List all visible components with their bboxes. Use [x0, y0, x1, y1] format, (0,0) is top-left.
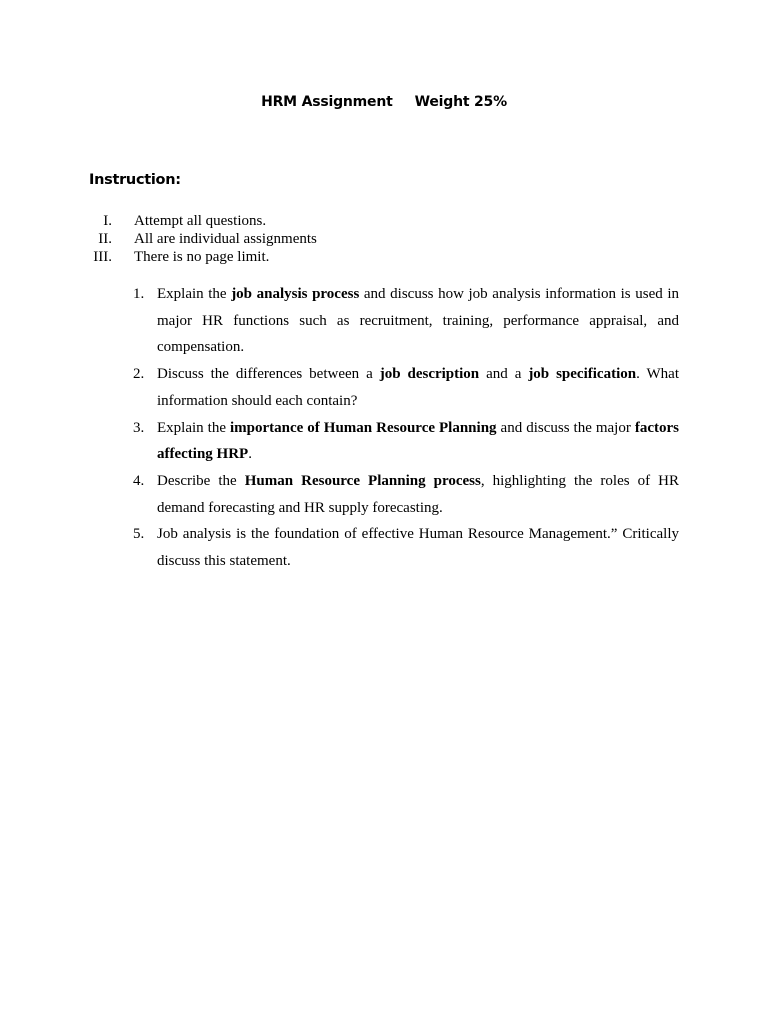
question-number: 1. — [133, 286, 145, 302]
instruction-item — [0, 248, 768, 266]
question-text: Describe the — [157, 472, 245, 489]
question-bold-term: job description — [379, 366, 480, 383]
instruction-item-text: There is no page limit. — [134, 249, 270, 265]
question-bold-term: factors affecting HRP — [157, 419, 680, 463]
question-bold-term: job analysis process — [231, 286, 360, 302]
instruction-item-number: II. — [98, 231, 112, 247]
question-bold-term: Human Resource Planning process — [244, 472, 481, 489]
question-text: , highlighting the roles of HR demand forecasting and HR supply forecasting. — [157, 472, 679, 516]
instruction-item-text: All are individual assignments — [134, 231, 317, 247]
instruction-item — [0, 230, 768, 248]
question-item — [0, 415, 679, 468]
question-number: 2. — [133, 366, 145, 383]
question-item — [0, 521, 679, 574]
question-text: and discuss how job analysis information is used in major HR functions such as recruitment, training, performance appraisal, and compensation. — [157, 286, 679, 356]
assignment-weight: Weight 25% — [414, 94, 507, 110]
question-number: 4. — [133, 472, 145, 489]
question-list — [0, 281, 768, 575]
instruction-item-text: Attempt all questions. — [134, 213, 267, 229]
question-bold-term: job specification — [528, 366, 637, 383]
question-item — [0, 361, 679, 414]
instruction-list — [0, 212, 768, 266]
question-text: Job analysis is the foundation of effective Human Resource Management.” Critically discuss this statement. — [157, 526, 679, 570]
question-text: Discuss the differences between a — [157, 366, 380, 383]
instruction-item-number: I. — [103, 213, 112, 229]
question-text: Explain the — [157, 419, 230, 436]
question-number: 5. — [133, 526, 145, 543]
question-text: and a — [479, 366, 529, 383]
question-text: . — [248, 446, 252, 463]
assignment-title: HRM Assignment — [261, 94, 393, 110]
question-text: . What information should each contain? — [157, 366, 679, 409]
instruction-item-number: III. — [93, 249, 112, 265]
question-number: 3. — [133, 419, 145, 436]
question-item — [0, 468, 679, 521]
document-title — [0, 91, 768, 113]
question-item — [0, 281, 679, 361]
instruction-heading: Instruction: — [89, 172, 181, 188]
instruction-item — [0, 212, 768, 230]
question-text: Explain the — [157, 286, 232, 302]
question-text: and discuss the major — [496, 419, 635, 436]
question-bold-term: importance of Human Resource Planning — [229, 419, 497, 436]
